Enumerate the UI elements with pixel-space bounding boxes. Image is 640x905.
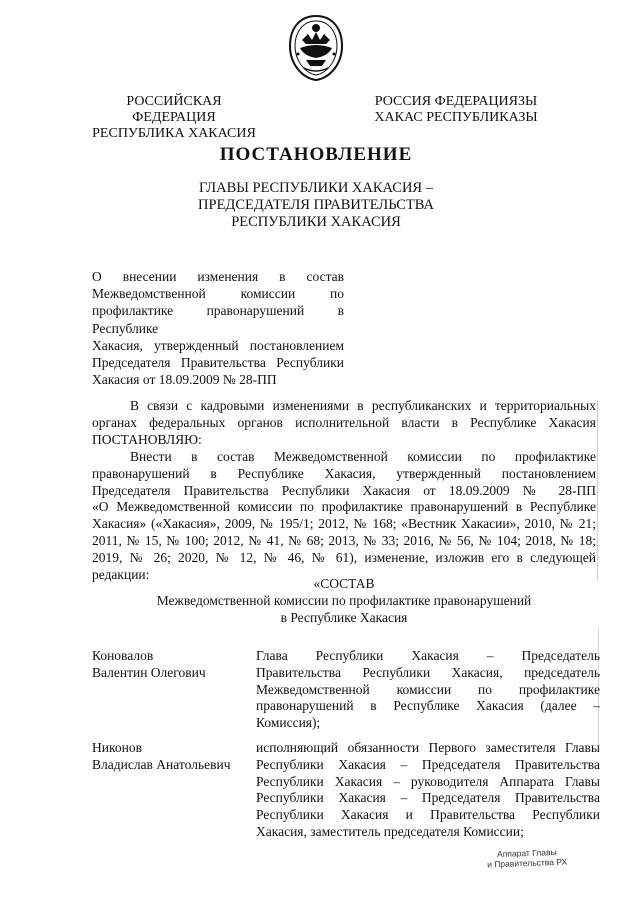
body-p2-line6: 2011, № 15, № 100; 2012, № 41, № 68; 2013, № 33; 2016, № 56, № 104; 2018, № 18; [92, 533, 596, 549]
body-p2-line3: Председателя Правительства Республики Хакасия от 18.09.2009 № 28-ПП [92, 482, 596, 498]
member-role-line: правонарушений в Республике Хакасия (далее – [256, 698, 600, 714]
member-role-line: Правительства Республики Хакасия, председатель [256, 664, 600, 680]
body-p2-line2: правонарушений в Республике Хакасия, утвержденный постановлением [92, 465, 596, 481]
composition-line1: «СОСТАВ [313, 576, 375, 591]
member-surname: Никонов [92, 740, 142, 755]
subject-line6: Хакасия от 18.09.2009 № 28-ПП [92, 372, 277, 388]
body-p2-line1: Внести в состав Межведомственной комиссии по профилактике [130, 448, 596, 464]
member-role-line: Комиссия); [256, 715, 321, 731]
header-russian [84, 94, 264, 142]
member-surname: Коновалов [92, 648, 154, 663]
subtitle-line1: ГЛАВЫ РЕСПУБЛИКИ ХАКАСИЯ – [199, 180, 433, 196]
body-p2-line5: Хакасия» («Хакасия», 2009, № 195/1; 2012, № 168; «Вестник Хакасии», 2010, № 21; [92, 516, 596, 532]
member-role [256, 740, 600, 841]
document-subtitle [0, 180, 632, 231]
composition-line3: в Республике Хакасия [280, 610, 408, 625]
subject-line2: Межведомственной комиссии по [92, 286, 344, 302]
member-given-name: Валентин Олегович [92, 664, 206, 680]
member-role-line: Республики Хакасия – Председателя Правительства [256, 790, 600, 806]
member-role-line: Глава Республики Хакасия – Председатель [256, 648, 600, 663]
body-p2-line7: 2019, № 26; 2020, № 12, № 46, № 61), изменение, изложив его в следующей [92, 550, 596, 566]
stamp-line1: Аппарат Главы [496, 846, 557, 860]
header-right-line1: РОССИЯ ФЕДЕРАЦИЯЗЫ [374, 94, 538, 109]
stamp-line2: и Правительства РХ [486, 856, 568, 870]
composition-line2: Межведомственной комиссии по профилактике правонарушений [156, 593, 532, 608]
subject-line4: Хакасия, утвержденный постановлением [92, 337, 344, 353]
body-p2-line8: редакции: [92, 567, 150, 583]
composition-heading [92, 575, 596, 626]
subtitle-line3: РЕСПУБЛИКИ ХАКАСИЯ [231, 214, 401, 230]
member-role-line: Межведомственной комиссии по профилактике [256, 681, 600, 697]
subject-block [92, 268, 344, 388]
body-p2-line4: «О Межведомственной комиссии по профилактике правонарушений в Республике [92, 499, 596, 515]
body-p1-line2: органах федеральных органов исполнительной власти в Республике Хакасия [92, 414, 596, 430]
member-role-line: Хакасия, заместитель председателя Комиссии; [256, 823, 524, 839]
member-name [92, 648, 252, 682]
header-khakas [372, 94, 540, 126]
header-left-line2: РЕСПУБЛИКА ХАКАСИЯ [92, 126, 256, 141]
member-name [92, 740, 252, 774]
subject-line1: О внесении изменения в состав [92, 269, 344, 284]
member-role-line: Республики Хакасия – Председателя Правительства [256, 756, 600, 772]
registration-stamp [472, 846, 583, 870]
subject-line5: Председателя Правительства Республики [92, 355, 344, 371]
body-p1-line3: ПОСТАНОВЛЯЮ: [92, 431, 202, 447]
document-title: ПОСТАНОВЛЕНИЕ [219, 144, 413, 165]
body-text [92, 398, 596, 584]
body-p1-line1: В связи с кадровыми изменениями в республиканских и территориальных [130, 398, 596, 413]
header-right-line2: ХАКАС РЕСПУБЛИКАЗЫ [374, 110, 538, 125]
subject-line3: профилактике правонарушений в Республике [92, 303, 344, 336]
member-role-line: Республики Хакасия – руководителя Аппарата Главы [256, 773, 600, 789]
header-left-line1: РОССИЙСКАЯ ФЕДЕРАЦИЯ [126, 94, 222, 125]
member-role-line: Республики Хакасия и Правительства Республики [256, 807, 600, 823]
member-role [256, 648, 600, 732]
member-role-line: исполняющий обязанности Первого заместителя Главы [256, 740, 600, 755]
coat-of-arms-emblem [286, 14, 346, 82]
member-given-name: Владислав Анатольевич [92, 756, 231, 772]
subtitle-line2: ПРЕДСЕДАТЕЛЯ ПРАВИТЕЛЬСТВА [198, 197, 434, 213]
scan-artifact-line [597, 400, 598, 580]
